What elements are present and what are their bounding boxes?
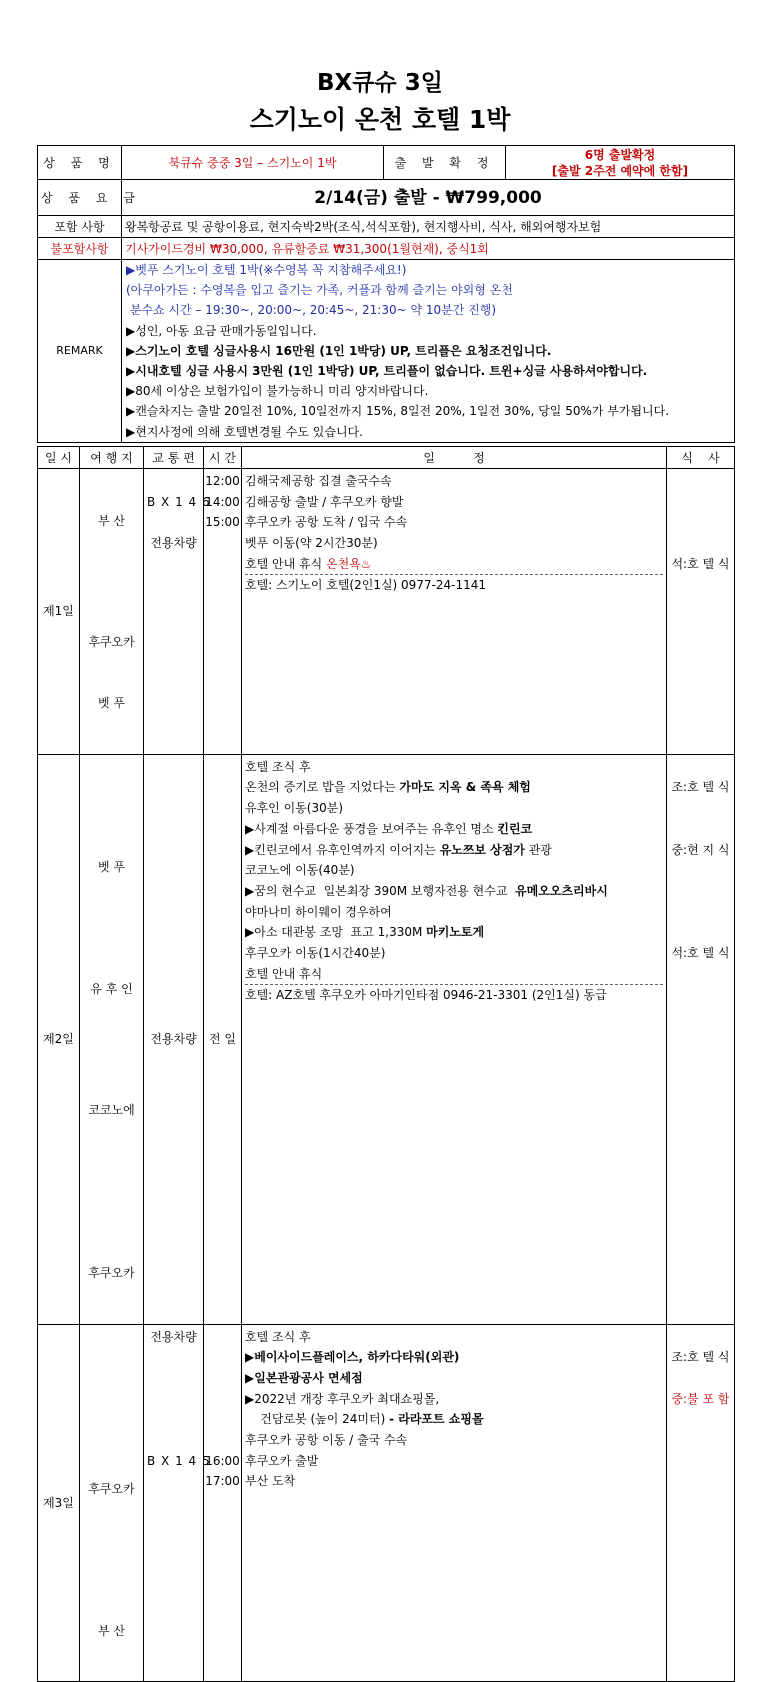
col-itinerary: 일 정 (242, 447, 667, 469)
remark-line-2: (아쿠아가든 : 수영복을 입고 즐기는 가족, 커플과 함께 즐기는 야외형 온천 (126, 283, 513, 298)
day2-place-4: 후쿠오카 (88, 1265, 135, 1280)
makinotoge: 마키노토게 (426, 925, 485, 940)
remark-line-6: ▶시내호텔 싱글 사용시 3만원 (1인 1박당) UP, 트리플이 없습니다. 트윈+싱글 사용하셔야합니다. (126, 364, 648, 379)
day1-place-1: 부 산 (98, 514, 125, 528)
day3-label: 제3일 (38, 1324, 80, 1682)
confirm-info (506, 146, 735, 180)
day1-itin-5 (245, 554, 663, 575)
day3-itin-8: 부산 도착 (245, 1474, 296, 1489)
day1-trans-4: 전용차량 (150, 536, 197, 551)
day2-itin-11: 호텔 안내 휴식 (245, 966, 323, 981)
day1-trans-2: B X 1 4 6 (147, 494, 211, 509)
day2-meal-breakfast: 조:호 텔 식 (671, 780, 730, 795)
day1-meals (667, 469, 735, 755)
day2-label: 제2일 (38, 754, 80, 1324)
remark-line-7: ▶80세 이상은 보험가입이 불가능하니 미리 양지바랍니다. (126, 384, 429, 399)
day2-meals (667, 754, 735, 1324)
day2-itin-7: ▶꿈의 현수교 일본최장 390M 보행자전용 현수교 유메오오츠리바시 (245, 883, 608, 898)
day1-hotel: 호텔: 스기노이 호텔(2인1실) 0977-24-1141 (245, 574, 663, 596)
day1-places (80, 469, 144, 755)
day1-itin-5-text: 호텔 안내 휴식 (245, 556, 326, 571)
day3-time-2: 17:00 (205, 1474, 240, 1489)
day3-itin-6: 후쿠오카 공항 이동 / 출국 수속 (245, 1433, 408, 1448)
day3-transport (144, 1324, 211, 1682)
day2-itin-2: 온천의 증기로 밥을 지었다는 가마도 지옥 & 족욕 체험 (245, 780, 531, 795)
day2-place-2: 유 후 인 (90, 981, 133, 996)
day3-itinerary (242, 1324, 667, 1682)
day2-transport: 전용차량 (144, 754, 204, 1324)
day1-itinerary (242, 469, 667, 755)
day3-times (204, 1324, 242, 1682)
remark-line-4: ▶성인, 아동 요금 판매가동일입니다. (126, 323, 317, 338)
day1-itin-2: 김해공항 출발 / 후쿠오카 향발 (245, 494, 404, 509)
day3-itin-4: ▶2022년 개장 후쿠오카 최대쇼핑몰, (245, 1391, 440, 1406)
col-transport: 교 통 편 (144, 447, 204, 469)
day2-itin-9: ▶아소 대관봉 조망 표고 1,330M 마키노토게 (245, 925, 485, 940)
price-label: 상 품 요 금 (38, 180, 122, 216)
price-value: 2/14(금) 출발 - ₩799,000 (122, 180, 735, 216)
day3-place-1: 후쿠오카 (88, 1481, 135, 1496)
day2-place-3: 코코노에 (88, 1103, 135, 1118)
remark-content (122, 260, 735, 443)
day3-meals (667, 1324, 735, 1682)
day3-itin-2: ▶베이사이드플레이스, 하카다타워(외관) (245, 1350, 460, 1365)
day2-itinerary (242, 754, 667, 1324)
day3-trans-1: 전용차량 (150, 1329, 197, 1344)
remark-line-5: ▶스기노이 호텔 싱글사용시 16만원 (1인 1박당) UP, 트리플은 요청조건입니다. (126, 343, 552, 358)
remark-line-1: ▶벳푸 스기노이 호텔 1박(※수영복 꼭 지참해주세요!) (126, 263, 407, 277)
day3-itin-1: 호텔 조식 후 (245, 1329, 311, 1344)
day3-itin-7: 후쿠오카 출발 (245, 1453, 319, 1468)
day1-meal-dinner: 석:호 텔 식 (671, 556, 730, 571)
day3-time-1: 16:00 (205, 1453, 240, 1468)
schedule-table (37, 446, 735, 1682)
day3-meal-lunch: 중:불 포 함 (671, 1391, 730, 1406)
day1-trans-3 (147, 512, 200, 533)
day2-hotel: 호텔: AZ호텔 후쿠오카 아마기인타점 0946-21-3301 (2인1실) 동급 (245, 984, 663, 1006)
day3-trans-2: B X 1 4 5 (147, 1453, 211, 1468)
day1-place-4: 벳 푸 (98, 696, 125, 711)
day2-itin-1: 호텔 조식 후 (245, 759, 311, 774)
exclude-value: 기사가이드경비 ₩30,000, 유류할증료 ₩31,300(1월현재), 중식1회 (122, 238, 735, 260)
title-line1: BX큐슈 3일 (317, 70, 443, 96)
day1-label: 제1일 (38, 469, 80, 755)
day2-itin-8: 야마나미 하이웨이 경우하여 (245, 904, 392, 919)
day1-itin-1: 김해국제공항 집결 출국수속 (245, 474, 392, 488)
include-label: 포함 사항 (38, 216, 122, 238)
onsen-text: 온천욕♨ (326, 556, 372, 571)
day1-itin-4: 벳푸 이동(약 2시간30분) (245, 536, 378, 551)
day2-time: 전 일 (204, 754, 242, 1324)
lalaport: - 라라포트 쇼핑몰 (389, 1412, 484, 1427)
exclude-label: 불포함사항 (38, 238, 122, 260)
confirm-label: 출 발 확 정 (384, 146, 506, 180)
remark-line-3: 분수쇼 시간 – 19:30~, 20:00~, 20:45~, 21:30~ 약 10분간 진행) (126, 303, 497, 318)
yunotsubo-street: 유노쯔보 상점가 (439, 842, 525, 857)
confirm-line1: 6명 출발확정 (584, 147, 656, 162)
col-time: 시 간 (204, 447, 242, 469)
col-meal: 식 사 (667, 447, 735, 469)
day3-place-2: 부 산 (98, 1623, 125, 1638)
day1-place-2 (83, 572, 140, 593)
info-table (37, 145, 735, 443)
remark-line-9: ▶현지사정에 의해 호텔변경될 수도 있습니다. (126, 424, 363, 439)
day2-itin-10: 후쿠오카 이동(1시간40분) (245, 945, 386, 960)
remark-label: REMARK (38, 260, 122, 443)
day1-time-1: 12:00 (205, 474, 240, 488)
day1-time-2: 14:00 (205, 494, 240, 509)
title-line2: 스기노이 온천 호텔 1박 (249, 105, 511, 134)
col-place: 여 행 지 (80, 447, 144, 469)
day3-meal-breakfast: 조:호 텔 식 (671, 1350, 730, 1365)
day2-meal-lunch: 중:현 지 식 (671, 842, 730, 857)
day1-itin-3: 후쿠오카 공항 도착 / 입국 수속 (245, 515, 408, 530)
day3-itin-3: ▶일본관광공사 면세점 (245, 1371, 363, 1385)
day1-place-3: 후쿠오카 (88, 635, 135, 650)
day2-place-1: 벳 푸 (98, 860, 125, 875)
day1-trans-1 (147, 471, 200, 492)
day2-itin-4: ▶사계절 아름다운 풍경을 보여주는 유후인 명소 킨린코 (245, 821, 533, 836)
yume-bridge: 유메오오츠리바시 (515, 883, 608, 898)
include-value: 왕복항공료 및 공항이용료, 현지숙박2박(조식,석식포함), 현지행사비, 식사, 해외여행자보험 (122, 216, 735, 238)
kamado-jigoku: 가마도 지옥 & 족욕 체험 (399, 780, 531, 795)
product-name-label: 상 품 명 (38, 146, 122, 180)
col-day: 일 시 (38, 447, 80, 469)
day1-transport (144, 469, 211, 755)
day3-itin-5: 건담로봇 (높이 24미터) - 라라포트 쇼핑몰 (245, 1412, 484, 1427)
remark-line-8: ▶캔슬차지는 출발 20일전 10%, 10일전까지 15%, 8일전 20%, 1일전 30%, 당일 50%가 부가됩니다. (126, 404, 670, 419)
day1-times (204, 469, 242, 755)
day1-time-3: 15:00 (205, 515, 240, 530)
day2-itin-6: 코코노에 이동(40분) (245, 863, 355, 878)
confirm-line2: [출발 2주전 예약에 한함] (551, 163, 689, 178)
day2-itin-3: 유후인 이동(30분) (245, 801, 343, 816)
day3-places (80, 1324, 144, 1682)
day2-itin-5: ▶킨린코에서 유후인역까지 이어지는 유노쯔보 상점가 관광 (245, 842, 552, 857)
product-name: 북큐슈 중중 3일 – 스기노이 1박 (122, 146, 384, 180)
day2-places (80, 754, 144, 1324)
day2-meal-dinner: 석:호 텔 식 (671, 945, 730, 960)
kinrinko: 킨린코 (497, 821, 533, 836)
